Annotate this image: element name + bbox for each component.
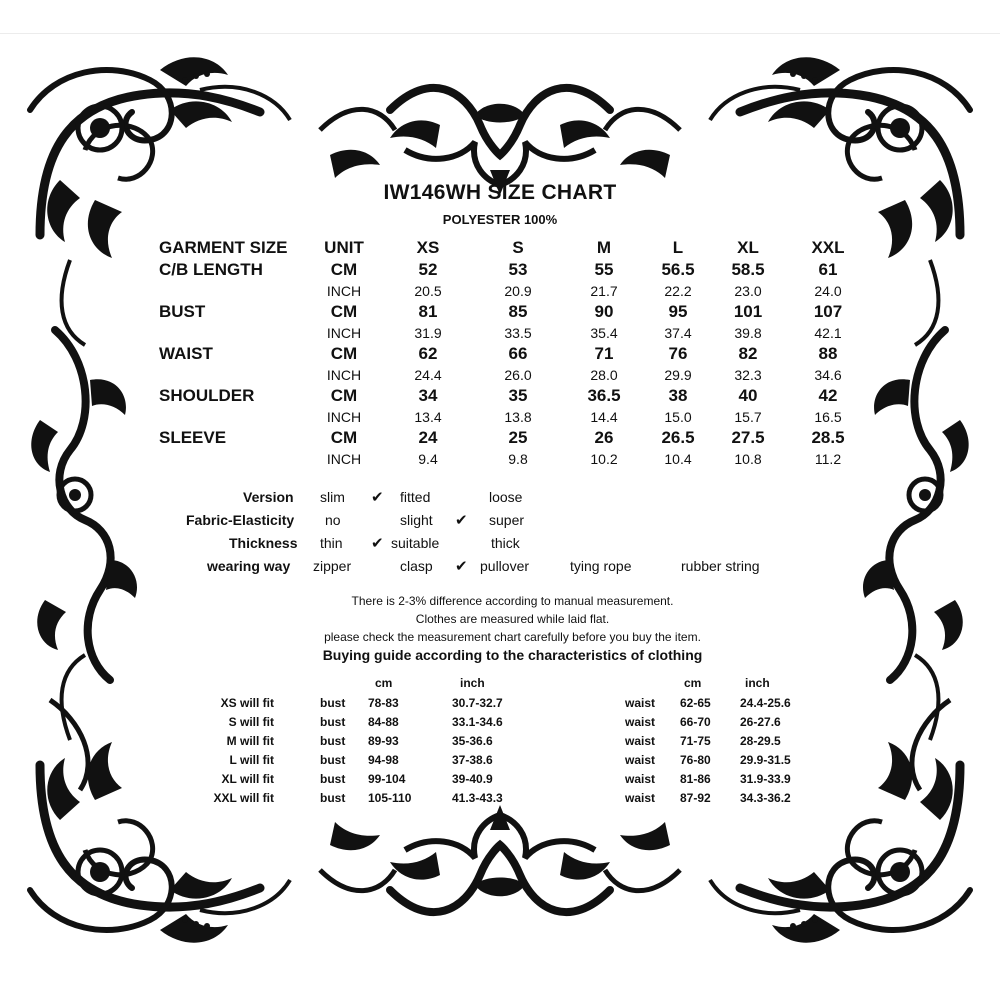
inch-value: 10.8 <box>734 451 762 467</box>
inch-value: 10.4 <box>664 451 692 467</box>
cm-value: 76 <box>668 344 688 363</box>
waist-cm: 66-70 <box>680 715 711 729</box>
bust-inch: 37-38.6 <box>452 753 493 767</box>
measurement-name: C/B LENGTH <box>159 260 263 279</box>
material-subtitle: POLYESTER 100% <box>442 212 558 227</box>
cm-value: 24 <box>418 428 438 447</box>
inch-value: 24.0 <box>814 283 842 299</box>
measurement-name: WAIST <box>159 344 213 363</box>
inch-value: 9.8 <box>508 451 528 467</box>
inch-value: 22.2 <box>664 283 692 299</box>
version-option: loose <box>489 489 523 505</box>
inch-value: 29.9 <box>664 367 692 383</box>
size-header: XXL <box>811 238 845 257</box>
bust-cm: 94-98 <box>368 753 399 767</box>
cm-value: 34 <box>418 386 438 405</box>
cm-value: 66 <box>508 344 528 363</box>
cm-value: 38 <box>668 386 688 405</box>
buying-guide-title: Buying guide according to the characteristics of clothing <box>322 647 703 663</box>
inch-value: 31.9 <box>414 325 442 341</box>
bust-cm: 105-110 <box>368 791 412 805</box>
bust-cm: 84-88 <box>368 715 399 729</box>
waist-inch: 34.3-36.2 <box>740 791 791 805</box>
waist-label: waist <box>625 734 656 748</box>
version-label: Version <box>243 489 294 505</box>
bust-inch: 30.7-32.7 <box>452 696 503 710</box>
inch-value: 11.2 <box>814 451 842 467</box>
waist-cm: 76-80 <box>680 753 711 767</box>
cm-value: 61 <box>818 260 838 279</box>
wearing-option: clasp <box>400 558 433 574</box>
unit-inch: INCH <box>326 325 362 341</box>
wearing-option-selected: pullover <box>480 558 530 574</box>
inch-value: 13.8 <box>504 409 532 425</box>
inch-value: 10.2 <box>590 451 618 467</box>
garment-size-header: GARMENT SIZE <box>159 238 288 257</box>
elasticity-option: slight <box>400 512 433 528</box>
cm-value: 82 <box>738 344 758 363</box>
fit-size: XXL will fit <box>213 791 274 805</box>
unit-cm: CM <box>330 386 358 405</box>
inch-value: 33.5 <box>504 325 532 341</box>
cm-value: 55 <box>594 260 614 279</box>
check-icon: ✔ <box>455 558 468 575</box>
inch-value: 32.3 <box>734 367 762 383</box>
cm-value: 88 <box>818 344 838 363</box>
measurement-note: please check the measurement chart carefully before you buy the item. <box>324 630 701 644</box>
elasticity-option: no <box>325 512 341 528</box>
inch-value: 34.6 <box>814 367 842 383</box>
inch-value: 9.4 <box>418 451 438 467</box>
cm-value: 71 <box>594 344 614 363</box>
cm-value: 25 <box>508 428 528 447</box>
waist-cm: 81-86 <box>680 772 711 786</box>
bust-cm: 78-83 <box>368 696 399 710</box>
cm-value: 26.5 <box>661 428 695 447</box>
size-header: M <box>596 238 612 257</box>
cm-value: 85 <box>508 302 528 321</box>
bust-label: bust <box>320 696 346 710</box>
cm-value: 26 <box>594 428 614 447</box>
cm-value: 81 <box>418 302 438 321</box>
waist-inch: 31.9-33.9 <box>740 772 791 786</box>
inch-value: 20.9 <box>504 283 532 299</box>
waist-cm: 87-92 <box>680 791 711 805</box>
elasticity-option-selected: super <box>489 512 525 528</box>
guide-cm-header: cm <box>375 676 393 690</box>
waist-inch: 24.4-25.6 <box>740 696 791 710</box>
inch-value: 23.0 <box>734 283 762 299</box>
cm-value: 36.5 <box>587 386 621 405</box>
bust-inch: 41.3-43.3 <box>452 791 503 805</box>
bust-inch: 39-40.9 <box>452 772 493 786</box>
waist-label: waist <box>625 696 656 710</box>
fit-size: XL will fit <box>221 772 274 786</box>
thickness-option-selected: suitable <box>391 535 440 551</box>
cm-value: 56.5 <box>661 260 695 279</box>
wearing-option: zipper <box>313 558 352 574</box>
waist-label: waist <box>625 753 656 767</box>
inch-value: 24.4 <box>414 367 442 383</box>
bust-label: bust <box>320 772 346 786</box>
unit-cm: CM <box>330 344 358 363</box>
inch-value: 37.4 <box>664 325 692 341</box>
bust-inch: 35-36.6 <box>452 734 493 748</box>
cm-value: 90 <box>594 302 614 321</box>
unit-cm: CM <box>330 260 358 279</box>
waist-inch: 28-29.5 <box>740 734 781 748</box>
size-header: XL <box>737 238 759 257</box>
inch-value: 20.5 <box>414 283 442 299</box>
waist-label: waist <box>625 791 656 805</box>
guide-cm-header: cm <box>684 676 702 690</box>
wearing-option: tying rope <box>570 558 632 574</box>
waist-label: waist <box>625 715 656 729</box>
check-icon: ✔ <box>371 535 384 552</box>
waist-cm: 62-65 <box>680 696 711 710</box>
size-header: S <box>512 238 524 257</box>
bust-cm: 89-93 <box>368 734 399 748</box>
version-option: slim <box>320 489 345 505</box>
cm-value: 107 <box>813 302 843 321</box>
thickness-option: thick <box>491 535 520 551</box>
measurement-name: SLEEVE <box>159 428 227 447</box>
bust-label: bust <box>320 715 346 729</box>
measurement-name: BUST <box>159 302 206 321</box>
inch-value: 13.4 <box>414 409 442 425</box>
inch-value: 35.4 <box>590 325 618 341</box>
cm-value: 28.5 <box>811 428 845 447</box>
bust-cm: 99-104 <box>368 772 406 786</box>
size-header: XS <box>416 238 440 257</box>
unit-inch: INCH <box>326 283 362 299</box>
thickness-label: Thickness <box>229 535 298 551</box>
inch-value: 21.7 <box>590 283 618 299</box>
inch-value: 26.0 <box>504 367 532 383</box>
unit-cm: CM <box>330 428 358 447</box>
cm-value: 35 <box>508 386 528 405</box>
waist-cm: 71-75 <box>680 734 711 748</box>
cm-value: 27.5 <box>731 428 765 447</box>
cm-value: 58.5 <box>731 260 765 279</box>
unit-inch: INCH <box>326 409 362 425</box>
measurement-note: Clothes are measured while laid flat. <box>415 612 610 626</box>
bust-label: bust <box>320 753 346 767</box>
elasticity-label: Fabric-Elasticity <box>186 512 295 528</box>
fit-size: L will fit <box>229 753 274 767</box>
guide-inch-header: inch <box>460 676 485 690</box>
cm-value: 52 <box>418 260 438 279</box>
measurement-note: There is 2-3% difference according to manual measurement. <box>351 594 674 608</box>
waist-label: waist <box>625 772 656 786</box>
inch-value: 28.0 <box>590 367 618 383</box>
bust-label: bust <box>320 791 346 805</box>
inch-value: 15.7 <box>734 409 762 425</box>
fit-size: S will fit <box>228 715 274 729</box>
bust-inch: 33.1-34.6 <box>452 715 503 729</box>
bust-label: bust <box>320 734 346 748</box>
unit-inch: INCH <box>326 451 362 467</box>
unit-inch: INCH <box>326 367 362 383</box>
inch-value: 16.5 <box>814 409 842 425</box>
waist-inch: 29.9-31.5 <box>740 753 791 767</box>
cm-value: 101 <box>733 302 763 321</box>
check-icon: ✔ <box>371 489 384 506</box>
inch-value: 42.1 <box>814 325 842 341</box>
fit-size: XS will fit <box>220 696 274 710</box>
cm-value: 62 <box>418 344 438 363</box>
inch-value: 15.0 <box>664 409 692 425</box>
wearing-way-label: wearing way <box>207 558 291 574</box>
cm-value: 53 <box>508 260 528 279</box>
cm-value: 40 <box>738 386 758 405</box>
waist-inch: 26-27.6 <box>740 715 781 729</box>
measurement-name: SHOULDER <box>159 386 255 405</box>
unit-header: UNIT <box>324 238 364 257</box>
unit-cm: CM <box>330 302 358 321</box>
size-header: L <box>672 238 684 257</box>
version-option-selected: fitted <box>400 489 431 505</box>
inch-value: 39.8 <box>734 325 762 341</box>
check-icon: ✔ <box>455 512 468 529</box>
inch-value: 14.4 <box>590 409 618 425</box>
thickness-option: thin <box>320 535 343 551</box>
cm-value: 95 <box>668 302 688 321</box>
fit-size: M will fit <box>226 734 274 748</box>
chart-title: IW146WH SIZE CHART <box>383 181 617 204</box>
guide-inch-header: inch <box>745 676 770 690</box>
cm-value: 42 <box>818 386 838 405</box>
wearing-option: rubber string <box>681 558 760 574</box>
